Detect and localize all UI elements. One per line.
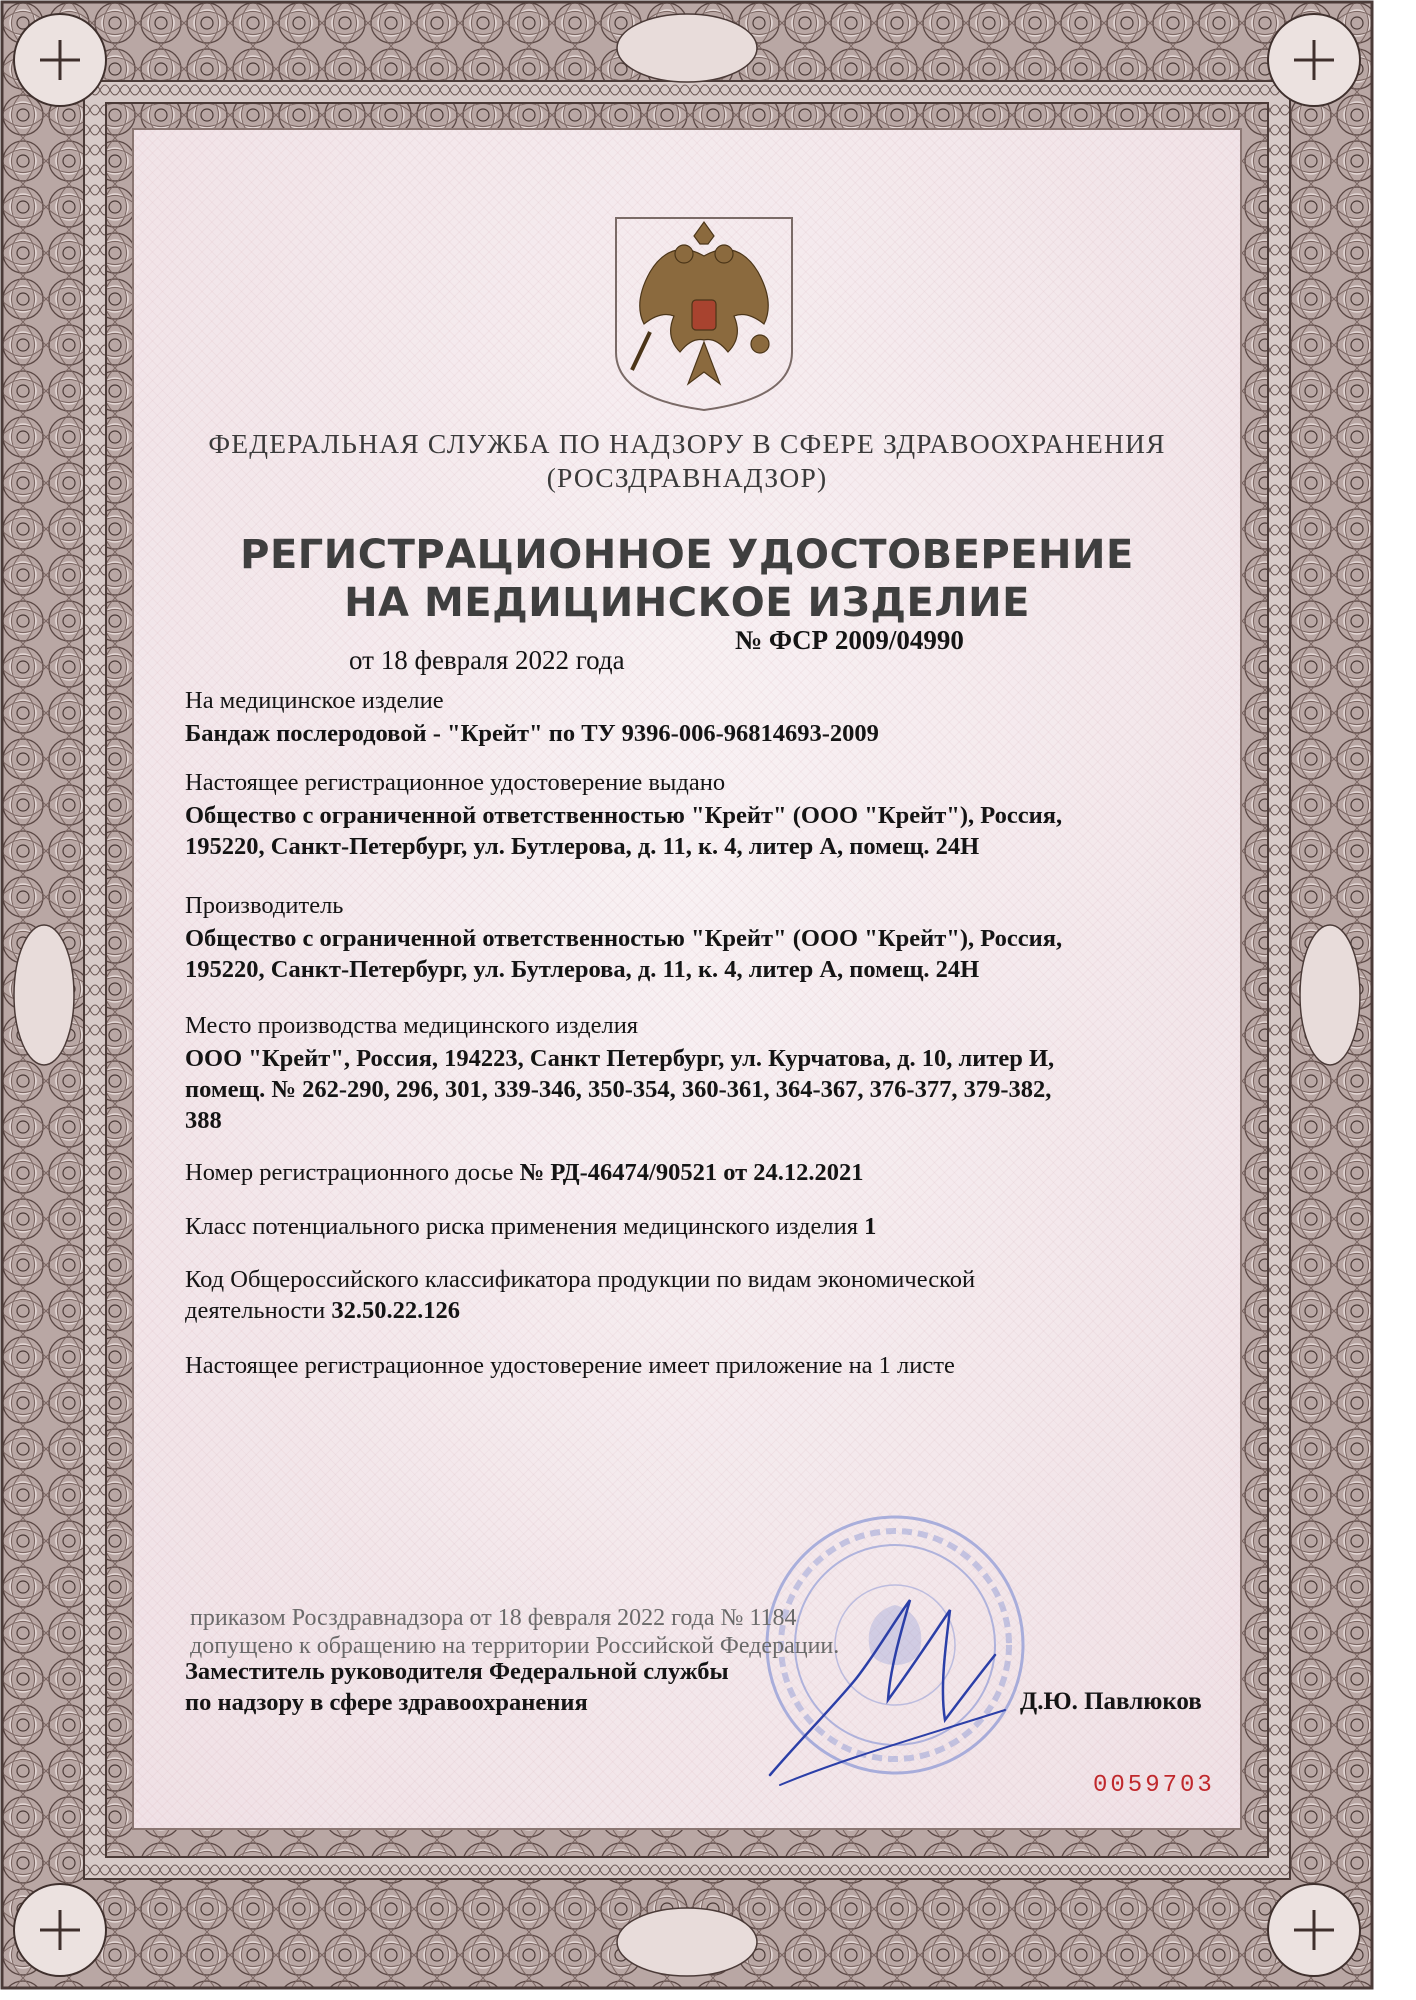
serial-number: 0059703 <box>1093 1772 1215 1799</box>
production-site-line-1: ООО "Крейт", Россия, 194223, Санкт Петербург, ул. Курчатова, д. 10, литер И, <box>185 1045 1055 1072</box>
risk-class-label: Класс потенциального риска применения медицинского изделия <box>185 1213 865 1240</box>
document-title-line-2: НА МЕДИЦИНСКОЕ ИЗДЕЛИЕ <box>344 580 1030 626</box>
signer-title-line-1: Заместитель руководителя Федеральной службы <box>185 1658 729 1685</box>
coat-of-arms-emblem <box>610 212 798 414</box>
issued-to-line-2: 195220, Санкт-Петербург, ул. Бутлерова, д. 11, к. 4, литер А, помещ. 24Н <box>185 833 980 860</box>
registration-number: № ФСР 2009/04990 <box>735 625 964 655</box>
manufacturer-label: Производитель <box>185 892 344 919</box>
okpd-label-line-2: деятельности <box>185 1297 332 1324</box>
manufacturer-line-1: Общество с ограниченной ответственностью "Крейт" (ООО "Крейт"), Россия, <box>185 925 1063 952</box>
order-note <box>190 1604 839 1660</box>
document-title-line-1: РЕГИСТРАЦИОННОЕ УДОСТОВЕРЕНИЕ <box>240 532 1134 578</box>
issued-to-line-1: Общество с ограниченной ответственностью "Крейт" (ООО "Крейт"), Россия, <box>185 802 1063 829</box>
issued-to-label: Настоящее регистрационное удостоверение выдано <box>185 769 726 796</box>
okpd-row <box>185 1296 460 1326</box>
order-line-2: допущено к обращению на территории Российской Федерации. <box>190 1633 840 1659</box>
dossier-row <box>185 1158 864 1188</box>
okpd-label-line-1: Код Общероссийского классификатора продукции по видам экономической <box>185 1266 976 1293</box>
signer-title-line-2: по надзору в сфере здравоохранения <box>185 1689 588 1716</box>
production-site-line-3: 388 <box>185 1107 222 1134</box>
agency-abbreviation: (РОСЗДРАВНАДЗОР) <box>546 462 828 493</box>
device-label: На медицинское изделие <box>185 687 444 714</box>
signer-title <box>185 1656 729 1718</box>
manufacturer-line-2: 195220, Санкт-Петербург, ул. Бутлерова, д. 11, к. 4, литер А, помещ. 24Н <box>185 956 980 983</box>
production-site-line-2: помещ. № 262-290, 296, 301, 339-346, 350-354, 360-361, 364-367, 376-377, 379-382, <box>185 1076 1052 1103</box>
registration-date: от 18 февраля 2022 года <box>349 645 625 675</box>
production-site-label: Место производства медицинского изделия <box>185 1012 639 1039</box>
double-headed-eagle-icon <box>610 212 798 414</box>
okpd-code: 32.50.22.126 <box>331 1297 461 1324</box>
signer-name: Д.Ю. Павлюков <box>1020 1688 1202 1715</box>
dossier-number: № РД-46474/90521 от 24.12.2021 <box>519 1159 864 1186</box>
dossier-label: Номер регистрационного досье <box>185 1159 520 1186</box>
agency-name: ФЕДЕРАЛЬНАЯ СЛУЖБА ПО НАДЗОРУ В СФЕРЕ ЗДРАВООХРАНЕНИЯ <box>208 428 1166 459</box>
risk-class-row <box>185 1212 876 1242</box>
device-name: Бандаж послеродовой - "Крейт" по ТУ 9396-006-96814693-2009 <box>185 720 879 747</box>
handwritten-signature <box>760 1560 1020 1790</box>
appendix-note: Настоящее регистрационное удостоверение имеет приложение на 1 листе <box>185 1352 955 1379</box>
order-line-1: приказом Росздравнадзора от 18 февраля 2022 года № 1184 <box>190 1605 797 1631</box>
risk-class-value: 1 <box>864 1213 877 1240</box>
